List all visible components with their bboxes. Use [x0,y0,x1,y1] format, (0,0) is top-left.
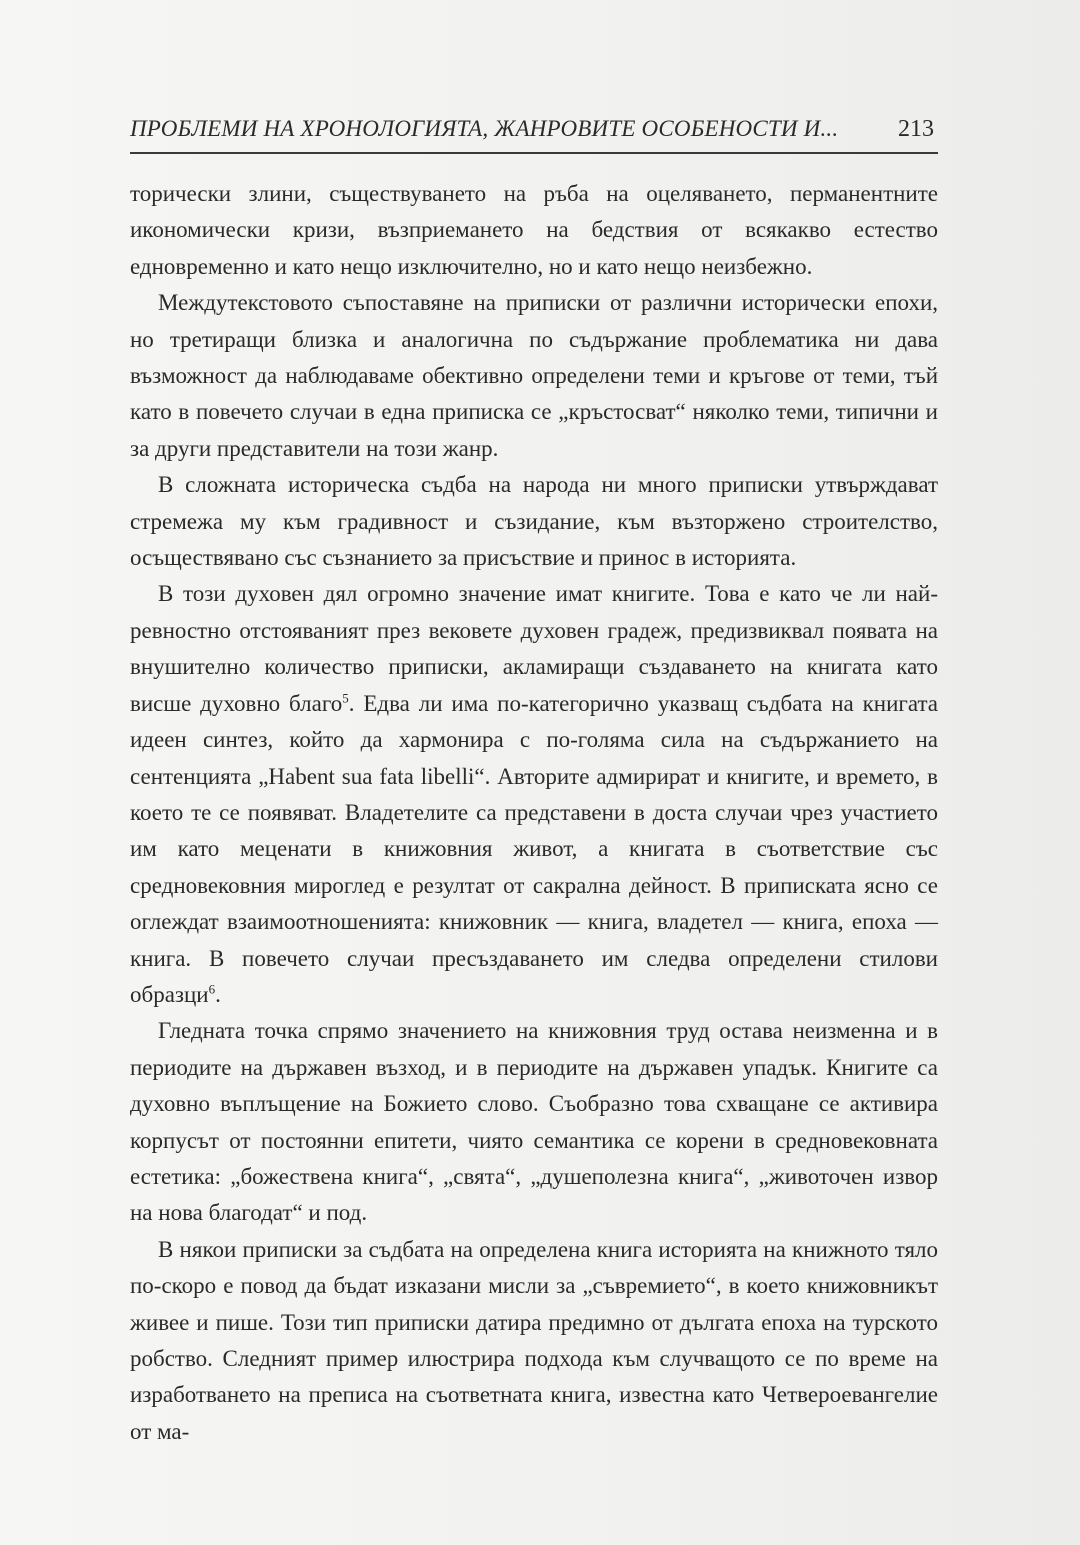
paragraph-continuation: торически злини, съществуването на ръба на оцеляването, перманентните икономически кризи, възприемането на бедствия от всякакво естество едновременно и като нещо изключително, но и като нещо неизбежно. [130,181,938,279]
paragraph-books-significance [130,576,938,1013]
page-number: 213 [898,116,934,142]
body-text [130,176,938,1450]
paragraph-some-inscriptions: В някои приписки за съдбата на определена книга историята на книжното тяло по-скоро е повод да бъдат изказани мисли за „съвремието“, в което книжовникът живее и пише. Този тип приписки датира предимно от дългата епоха на турското робство. Следният пример илюстрира подхода към случващото се по време на изработването на преписа на съответната книга, известна като Четвероевангелие от ма- [130,1236,938,1444]
footnote-marker[interactable]: 6 [208,981,216,997]
paragraph-viewpoint: Гледната точка спрямо значението на книжовния труд остава неизменна и в периодите на държавен възход, и в периодите на държавен упадък. Книгите са духовно въплъщение на Божието слово. Съобразно това схващане се активира корпусът от постоянни епитети, чиято семантика се корени в средновековната естетика: „божествена книга“, „свята“, „душеполезна книга“, „животочен извор на нова благодат“ и под. [130,1018,938,1226]
footnote-marker[interactable]: 5 [342,690,349,706]
paragraph-text: . Едва ли има по-категорично указващ съдбата на книгата идеен синтез, който да хармонира с по-голяма сила на съдържанието на сентенцията „Habent sua fata libelli“. Авторите адмирират и книгите, и времето, в което те се появяват. Владетелите са представени в доста случаи чрез участието им като меценати в книжовния живот, а книгата в съответствие със средновековния мироглед е резултат от сакрална дейност. В приписката ясно се оглеждат взаимоотношенията: книжовник — книга, владетел — книга, епоха — книга. В повечето случаи пресъздаването им следва определени стилови образци [130,690,938,1007]
paragraph-intertextual-comparison: Междутекстовото съпоставяне на приписки от различни исторически епохи, но третиращи близка и аналогична по съдържание проблематика ни дава възможност да наблюдаваме обективно определени теми и кръгове от теми, тъй като в повечето случаи в една приписка се „кръстосват“ няколко теми, типични и за други представители на този жанр. [130,290,938,461]
running-title: ПРОБЛЕМИ НА ХРОНОЛОГИЯТА, ЖАНРОВИТЕ ОСОБЕНОСТИ И... [130,116,839,141]
paragraph-text: В този духовен дял огромно значение имат книгите. Това е като че ли най-ревностно отстояваният през вековете духовен градеж, предизвиквал появата на внушително количество приписки, акламиращи създаването на книгата като висше духовно благо [130,581,938,716]
paragraph-historical-fate: В сложната историческа съдба на народа ни много приписки утвърждават стремежа му към градивност и съзидание, към възторжено строителство, осъществявано със съзнанието за присъствие и принос в историята. [130,472,938,571]
paragraph-text: . [215,981,221,1007]
running-header [130,112,938,154]
